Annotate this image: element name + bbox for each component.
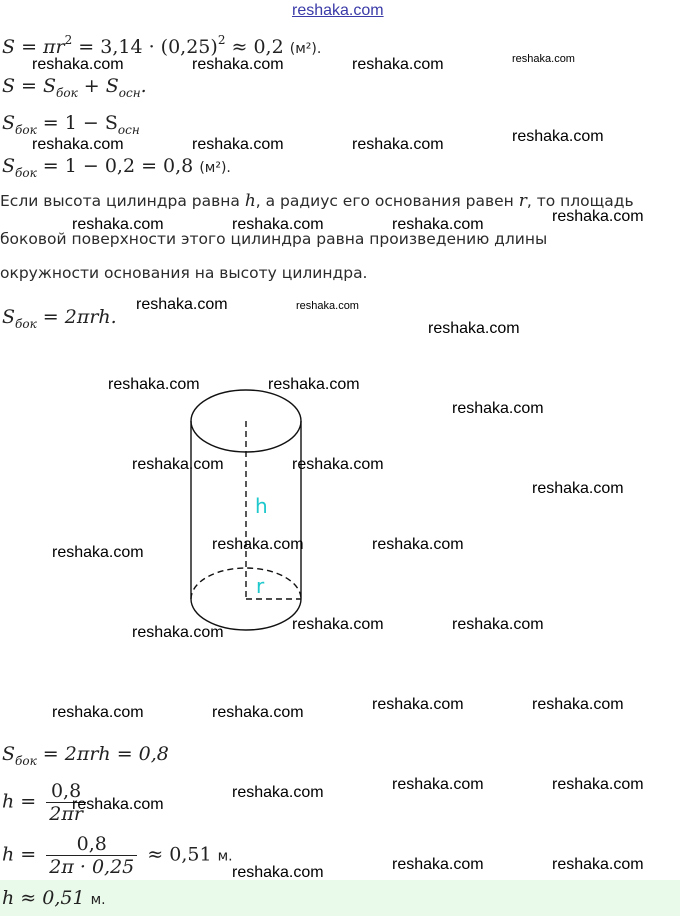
watermark: reshaka.com — [392, 856, 484, 873]
explanation-line-1: Если высота цилиндра равна h, а радиус его основания равен r, то площадь — [0, 191, 634, 211]
watermark: reshaka.com — [192, 56, 284, 73]
watermark: reshaka.com — [452, 616, 544, 633]
formula-height-value: h = $\frac{0,8}{2\pi \cdot 0,25}$ ≈ 0,51 м. — [2, 833, 233, 878]
watermark: reshaka.com — [552, 776, 644, 793]
watermark: reshaka.com — [372, 536, 464, 553]
watermark: reshaka.com — [512, 128, 604, 145]
watermark: reshaka.com — [132, 456, 224, 473]
formula-area-base: $S = \pi r^2 = 3,14 \cdot (0,25)^2 \approx 0,2$ (м²). — [2, 33, 322, 58]
watermark: reshaka.com — [512, 53, 575, 65]
watermark: reshaka.com — [72, 216, 164, 233]
watermark: reshaka.com — [192, 136, 284, 153]
formula-lateral-general: $S_{бок} = 2\pi rh$. — [2, 306, 117, 331]
watermark: reshaka.com — [352, 136, 444, 153]
watermark: reshaka.com — [552, 856, 644, 873]
watermark: reshaka.com — [292, 456, 384, 473]
radius-label: r — [256, 574, 265, 598]
formula-lateral-equals: $S_{бок} = 2\pi rh = 0,8$ — [2, 743, 169, 768]
watermark: reshaka.com — [32, 136, 124, 153]
watermark: reshaka.com — [232, 216, 324, 233]
watermark: reshaka.com — [372, 696, 464, 713]
watermark: reshaka.com — [232, 784, 324, 801]
height-label: h — [255, 494, 268, 518]
watermark: reshaka.com — [268, 376, 360, 393]
watermark: reshaka.com — [72, 796, 164, 813]
formula-total-area: $S = S_{бок} + S_{осн}$. — [2, 75, 147, 100]
watermark: reshaka.com — [292, 616, 384, 633]
watermark: reshaka.com — [108, 376, 200, 393]
watermark: reshaka.com — [452, 400, 544, 417]
watermark: reshaka.com — [296, 300, 359, 312]
answer-formula: h ≈ 0,51 м. — [2, 887, 106, 909]
watermark: reshaka.com — [352, 56, 444, 73]
watermark: reshaka.com — [212, 536, 304, 553]
formula-lateral-area-value: $S_{бок} = 1 - 0,2 = 0,8$ (м²). — [2, 155, 231, 180]
formula-lateral-area: $S_{бок} = 1 - S_{осн}$ — [2, 112, 140, 137]
watermark: reshaka.com — [132, 624, 224, 641]
formula-height-fraction: h = $\frac{0,8}{2\pi r}$ — [2, 780, 90, 825]
watermark: reshaka.com — [552, 208, 644, 225]
watermark: reshaka.com — [532, 696, 624, 713]
watermark: reshaka.com — [392, 776, 484, 793]
watermark: reshaka.com — [232, 864, 324, 881]
explanation-line-2: боковой поверхности этого цилиндра равна произведению длины — [0, 230, 548, 248]
explanation-line-3: окружности основания на высоту цилиндра. — [0, 264, 368, 282]
watermark: reshaka.com — [392, 216, 484, 233]
watermark: reshaka.com — [52, 704, 144, 721]
watermark: reshaka.com — [52, 544, 144, 561]
watermark: reshaka.com — [32, 56, 124, 73]
watermark: reshaka.com — [532, 480, 624, 497]
watermark: reshaka.com — [136, 296, 228, 313]
watermark: reshaka.com — [212, 704, 304, 721]
site-link[interactable]: reshaka.com — [292, 2, 384, 19]
watermark: reshaka.com — [428, 320, 520, 337]
